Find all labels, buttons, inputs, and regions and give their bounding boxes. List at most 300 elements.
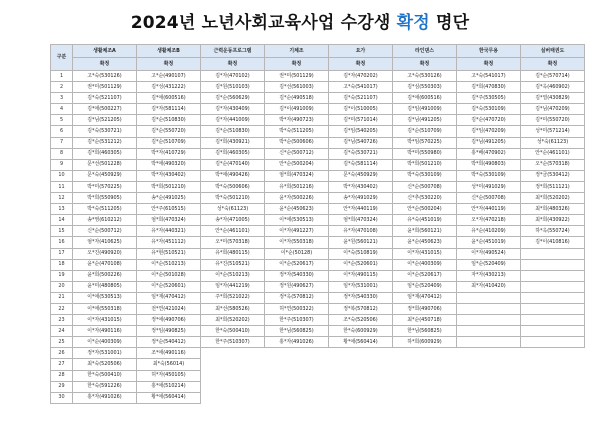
table-row: [51, 359, 585, 370]
student-cell: 윤*순(451019): [457, 237, 521, 248]
student-cell: 이*애(550318): [73, 303, 137, 314]
student-cell: 최*자(410420): [457, 281, 521, 292]
student-cell: 유*숙(451019): [393, 215, 457, 226]
student-cell: 박*애(490426): [201, 170, 265, 181]
student-cell: 김*숙(530109): [457, 104, 521, 115]
student-cell: 김*자(470102): [201, 71, 265, 82]
row-number: 4: [51, 104, 73, 115]
student-cell: 한*숙(600929): [329, 326, 393, 337]
student-cell: 박*희(550905): [73, 193, 137, 204]
student-cell: 고*숙(541017): [329, 82, 393, 93]
student-cell: 김*순(550720): [137, 126, 201, 137]
student-cell: [201, 359, 265, 370]
table-row: [51, 204, 585, 215]
confirmed-subheader: 확정: [265, 58, 329, 71]
student-cell: 김*순(570714): [521, 71, 585, 82]
table-row: [51, 104, 585, 115]
row-number: 23: [51, 315, 73, 326]
student-cell: [457, 292, 521, 303]
student-cell: 김*자(470202): [329, 71, 393, 82]
student-cell: 주*희(521022): [201, 292, 265, 303]
student-cell: 김*심(550303): [393, 82, 457, 93]
student-cell: 신*순(500708): [393, 181, 457, 192]
student-cell: 박*숙(511205): [73, 204, 137, 215]
student-cell: 윤*희(500226): [73, 270, 137, 281]
student-cell: 유*희(480115): [201, 248, 265, 259]
program-header: 라인댄스: [393, 45, 457, 58]
student-cell: [457, 326, 521, 337]
student-cell: 고*숙(541017): [457, 71, 521, 82]
row-number: 18: [51, 259, 73, 270]
student-cell: 정*자(540330): [265, 270, 329, 281]
student-cell: 박*숙(501210): [201, 193, 265, 204]
table-row: [51, 370, 585, 381]
row-number: 20: [51, 281, 73, 292]
student-cell: 송*자(491029): [329, 193, 393, 204]
confirmed-subheader: 확정: [73, 58, 137, 71]
confirmed-subheader: 확정: [201, 58, 265, 71]
student-cell: 김*열(430829): [521, 93, 585, 104]
title-highlight: 확정: [396, 13, 430, 33]
row-number: 13: [51, 204, 73, 215]
program-header: 생활체조A: [73, 45, 137, 58]
student-cell: [457, 381, 521, 392]
student-cell: 정*금(530412): [521, 170, 585, 181]
row-number: 16: [51, 237, 73, 248]
student-cell: 임*순(520409): [393, 281, 457, 292]
row-number: 12: [51, 193, 73, 204]
student-cell: 신*순(500708): [457, 193, 521, 204]
table-row: [51, 115, 585, 126]
student-cell: [393, 370, 457, 381]
student-cell: 정*임(490825): [137, 326, 201, 337]
student-cell: 한*주(510307): [201, 337, 265, 348]
header-row-groups: [51, 45, 585, 58]
student-cell: 성*미(571214): [521, 126, 585, 137]
student-cell: 김*임(470209): [457, 126, 521, 137]
student-cell: [521, 381, 585, 392]
student-cell: 고*순(490107): [137, 71, 201, 82]
student-cell: 김*순(510709): [137, 137, 201, 148]
student-cell: 윤*희(560121): [393, 226, 457, 237]
student-cell: [265, 381, 329, 392]
student-cell: 안*순(500204): [265, 159, 329, 170]
student-cell: 최*희(480326): [521, 204, 585, 215]
student-cell: 한*주(510307): [265, 315, 329, 326]
student-cell: 김*님(540726): [329, 137, 393, 148]
student-cell: 박*자(430402): [329, 181, 393, 192]
student-cell: 한*님(560825): [265, 326, 329, 337]
student-cell: 최*선(580526): [201, 303, 265, 314]
student-cell: [457, 370, 521, 381]
student-cell: 김*숙(530721): [329, 148, 393, 159]
row-number: 14: [51, 215, 73, 226]
student-cell: 김*미(571014): [329, 115, 393, 126]
student-cell: 김*성(431222): [137, 82, 201, 93]
student-cell: 최*희(520202): [521, 193, 585, 204]
student-cell: 오*자(470218): [457, 215, 521, 226]
student-cell: 김*자(581114): [137, 104, 201, 115]
table-row: [51, 82, 585, 93]
student-cell: 이*자(550318): [265, 237, 329, 248]
student-cell: 황*애(560414): [329, 337, 393, 348]
student-cell: [201, 370, 265, 381]
table-row: [51, 381, 585, 392]
student-cell: 윤*원(560121): [329, 237, 393, 248]
table-row: [51, 170, 585, 181]
student-cell: 안*주(610515): [137, 204, 201, 215]
student-cell: [329, 370, 393, 381]
table-row: [51, 148, 585, 159]
student-cell: 박*희(490803): [457, 159, 521, 170]
student-cell: 이*애(530513): [73, 292, 137, 303]
student-cell: 정*옥(570812): [265, 292, 329, 303]
student-cell: 이*순(400309): [393, 259, 457, 270]
student-cell: 엄*희(470324): [329, 215, 393, 226]
table-row: [51, 259, 585, 270]
table-row: [51, 292, 585, 303]
student-cell: 문*숙(450929): [73, 170, 137, 181]
confirmed-subheader: 확정: [457, 58, 521, 71]
student-cell: 박*미(570225): [73, 181, 137, 192]
student-cell: 김*애(500227): [73, 104, 137, 115]
student-cell: 박*희(501210): [393, 159, 457, 170]
student-cell: 윤*순(470108): [73, 259, 137, 270]
row-number: 25: [51, 337, 73, 348]
row-number: 29: [51, 381, 73, 392]
student-cell: 김*주(530505): [457, 93, 521, 104]
student-cell: 박*미(550980): [393, 148, 457, 159]
student-cell: 황*애(560414): [137, 392, 201, 403]
student-cell: 김*이(510005): [329, 104, 393, 115]
student-cell: 김*숙(530721): [73, 126, 137, 137]
student-cell: 이*순(510213): [201, 270, 265, 281]
student-cell: [521, 359, 585, 370]
row-number: 3: [51, 93, 73, 104]
student-cell: 김*희(430921): [201, 137, 265, 148]
student-cell: 이*순(520617): [393, 270, 457, 281]
student-cell: 조*숙(520506): [329, 315, 393, 326]
student-cell: 권*미(501129): [265, 71, 329, 82]
student-cell: 유*순(410209): [457, 226, 521, 237]
student-cell: [393, 392, 457, 403]
student-cell: 김*애(600516): [393, 93, 457, 104]
student-cell: 신*순(500712): [73, 226, 137, 237]
student-cell: 홍*애(510214): [137, 381, 201, 392]
student-cell: [393, 348, 457, 359]
row-number: 9: [51, 159, 73, 170]
student-cell: 최*희(430922): [521, 215, 585, 226]
confirmed-subheader: 확정: [521, 58, 585, 71]
student-cell: 허*연(500322): [265, 303, 329, 314]
student-cell: 박*숙(511205): [265, 126, 329, 137]
number-header: 구분: [51, 45, 73, 71]
student-cell: 유*희(501216): [265, 181, 329, 192]
row-number: 2: [51, 82, 73, 93]
student-cell: [329, 348, 393, 359]
student-cell: 유*자(440321): [137, 226, 201, 237]
student-cell: 윤*자(500226): [265, 193, 329, 204]
student-cell: 정*복(570812): [329, 303, 393, 314]
program-header: 한국무용: [457, 45, 521, 58]
student-cell: 성*숙(61123): [201, 204, 265, 215]
student-cell: 유*현(510521): [137, 248, 201, 259]
student-cell: 최*순(450718): [393, 315, 457, 326]
student-cell: 이*순(520601): [329, 259, 393, 270]
student-cell: 오*순(570318): [521, 159, 585, 170]
student-cell: [457, 337, 521, 348]
student-cell: [521, 337, 585, 348]
student-cell: 김*이(410816): [521, 237, 585, 248]
student-cell: 엄*자(410625): [73, 237, 137, 248]
student-cell: 하*옥(550724): [521, 226, 585, 237]
student-cell: 오*미(570318): [201, 237, 265, 248]
table-row: [51, 270, 585, 281]
table-row: [51, 281, 585, 292]
student-cell: 김*순(531212): [73, 137, 137, 148]
student-cell: [265, 392, 329, 403]
table-row: [51, 303, 585, 314]
student-cell: 정*자(540330): [329, 292, 393, 303]
student-cell: 이*자(491227): [265, 226, 329, 237]
table-row: [51, 181, 585, 192]
student-cell: [329, 392, 393, 403]
student-cell: 김*님(521205): [73, 115, 137, 126]
student-cell: [521, 303, 585, 314]
student-cell: 홍*자(491026): [73, 392, 137, 403]
student-cell: [457, 359, 521, 370]
program-header: 기체조: [265, 45, 329, 58]
student-cell: [457, 315, 521, 326]
student-cell: 이*애(530513): [265, 215, 329, 226]
student-cell: 임*자(531001): [329, 281, 393, 292]
student-cell: [521, 326, 585, 337]
student-cell: [265, 348, 329, 359]
student-cell: 안*자(440119): [457, 204, 521, 215]
student-cell: [201, 392, 265, 403]
student-cell: [265, 370, 329, 381]
student-cell: 안*순(461101): [201, 226, 265, 237]
student-cell: 한*숙(591226): [73, 381, 137, 392]
student-cell: 엄*희(470324): [137, 215, 201, 226]
table-row: [51, 71, 585, 82]
student-cell: 최*숙(520506): [73, 359, 137, 370]
student-cell: 이*순(400309): [73, 337, 137, 348]
student-cell: 박*자(410729): [137, 148, 201, 159]
student-cell: 허*자(450105): [137, 370, 201, 381]
student-cell: 이*순(520601): [137, 281, 201, 292]
student-cell: 이*자(490524): [457, 248, 521, 259]
student-cell: 박*자(490723): [265, 115, 329, 126]
student-cell: [457, 303, 521, 314]
row-number: 30: [51, 392, 73, 403]
table-row: [51, 137, 585, 148]
student-cell: 김*자(441009): [201, 115, 265, 126]
student-cell: 최*희(520202): [201, 315, 265, 326]
student-cell: [521, 315, 585, 326]
student-cell: 신*추(530220): [393, 193, 457, 204]
student-cell: 성*숙(61123): [521, 137, 585, 148]
student-cell: 김*미(550720): [521, 115, 585, 126]
student-cell: 김*숙(521107): [329, 93, 393, 104]
student-cell: 김*원(510103): [201, 82, 265, 93]
student-cell: 박*순(500606): [265, 137, 329, 148]
row-number: 28: [51, 370, 73, 381]
row-number: 21: [51, 292, 73, 303]
student-cell: 송*영(610212): [73, 215, 137, 226]
header-row-confirmed: [51, 58, 585, 71]
table-row: [51, 126, 585, 137]
table-row: [51, 159, 585, 170]
student-cell: 김*선(561003): [265, 82, 329, 93]
confirmed-subheader: 확정: [393, 58, 457, 71]
student-cell: [521, 281, 585, 292]
student-cell: 고*숙(530126): [73, 71, 137, 82]
student-cell: 임*순(520409): [457, 259, 521, 270]
student-cell: 이*순(50128): [265, 248, 329, 259]
student-cell: 김*숙(581114): [329, 159, 393, 170]
student-cell: 한*숙(500410): [201, 326, 265, 337]
student-cell: 박*숙(530109): [457, 170, 521, 181]
student-cell: 한*숙(500410): [73, 370, 137, 381]
table-row: [51, 348, 585, 359]
row-number: 6: [51, 126, 73, 137]
table-row: [51, 337, 585, 348]
student-cell: 송*순(491025): [137, 193, 201, 204]
student-cell: 박*애(490320): [137, 159, 201, 170]
enrollment-table: [50, 44, 585, 404]
row-number: 27: [51, 359, 73, 370]
table-row: [51, 392, 585, 403]
student-cell: [521, 292, 585, 303]
student-cell: [329, 381, 393, 392]
student-cell: [521, 348, 585, 359]
student-cell: 홍*자(491026): [265, 337, 329, 348]
row-number: 5: [51, 115, 73, 126]
student-cell: 안*순(500204): [393, 204, 457, 215]
table-row: [51, 93, 585, 104]
row-number: 15: [51, 226, 73, 237]
student-cell: 김*이(491009): [265, 104, 329, 115]
student-cell: 이*자(431015): [73, 315, 137, 326]
student-cell: 박*희(501210): [137, 181, 201, 192]
table-row: [51, 326, 585, 337]
student-cell: 이*숙(510819): [329, 248, 393, 259]
page-title: 2024년 노년사회교육사업 수강생 확정 명단: [130, 13, 470, 33]
student-cell: 김*님(470209): [521, 104, 585, 115]
student-cell: 임*재(470412): [393, 292, 457, 303]
student-cell: 정*원(490627): [265, 281, 329, 292]
student-cell: 안*순(461101): [521, 148, 585, 159]
student-cell: [521, 270, 585, 281]
student-cell: 박*임(570225): [393, 137, 457, 148]
student-cell: 김*순(510830): [201, 126, 265, 137]
student-cell: [457, 392, 521, 403]
student-cell: 정*자(531001): [73, 348, 137, 359]
student-cell: 윤*순(450623): [265, 204, 329, 215]
student-cell: [201, 348, 265, 359]
student-cell: 송*자(471005): [201, 215, 265, 226]
row-number: 26: [51, 348, 73, 359]
student-cell: 성*미(491029): [457, 181, 521, 192]
table-row: [51, 226, 585, 237]
student-cell: 김*임(540205): [329, 126, 393, 137]
student-cell: 홍*배(470902): [457, 148, 521, 159]
student-cell: 정*순(540412): [137, 337, 201, 348]
student-cell: 조*애(490116): [137, 348, 201, 359]
student-cell: 유*진(510521): [201, 259, 265, 270]
student-cell: 박*숙(500606): [201, 181, 265, 192]
student-cell: 이*자(490115): [329, 270, 393, 281]
table-row: [51, 215, 585, 226]
confirmed-subheader: 확정: [329, 58, 393, 71]
student-cell: 김*님(491205): [393, 115, 457, 126]
student-cell: [201, 381, 265, 392]
student-cell: 안*자(440119): [329, 204, 393, 215]
student-cell: [521, 392, 585, 403]
table-row: [51, 315, 585, 326]
student-cell: 이*순(520617): [265, 259, 329, 270]
student-cell: [329, 359, 393, 370]
student-cell: [265, 359, 329, 370]
program-header: 실버태권도: [521, 45, 585, 58]
student-cell: 김*숙(521107): [73, 93, 137, 104]
row-number: 1: [51, 71, 73, 82]
student-cell: 신*순(500712): [265, 148, 329, 159]
student-cell: [457, 348, 521, 359]
student-cell: 김*희(460305): [201, 148, 265, 159]
student-cell: 김*희(460305): [73, 148, 137, 159]
student-cell: 엄*희(470324): [265, 170, 329, 181]
student-cell: 김*임(491009): [393, 104, 457, 115]
table-row: [51, 193, 585, 204]
student-cell: 이*자(490116): [73, 326, 137, 337]
student-cell: 유*자(451112): [137, 237, 201, 248]
student-cell: 이*자(431015): [393, 248, 457, 259]
student-cell: [521, 259, 585, 270]
student-cell: 김*순(470720): [457, 115, 521, 126]
row-number: 7: [51, 137, 73, 148]
student-cell: 고*숙(530126): [393, 71, 457, 82]
student-cell: 권*미(501129): [73, 82, 137, 93]
student-cell: 김*순(510830): [137, 115, 201, 126]
student-cell: 김*옥(460902): [521, 82, 585, 93]
student-cell: 정*애(490706): [137, 315, 201, 326]
confirmed-subheader: 확정: [137, 58, 201, 71]
student-cell: 김*자(430409): [201, 104, 265, 115]
row-number: 17: [51, 248, 73, 259]
student-cell: 오*진(490920): [73, 248, 137, 259]
student-cell: 정*희(490706): [393, 303, 457, 314]
student-cell: 김*순(490518): [265, 93, 329, 104]
student-cell: 윤*순(450623): [393, 237, 457, 248]
table-row: [51, 248, 585, 259]
student-cell: 윤*미(480805): [73, 281, 137, 292]
student-cell: 한*님(560825): [393, 326, 457, 337]
row-number: 10: [51, 170, 73, 181]
student-cell: [521, 248, 585, 259]
row-number: 8: [51, 148, 73, 159]
student-cell: 문*숙(450929): [329, 170, 393, 181]
table-body: [51, 71, 585, 404]
student-cell: 정*희(511121): [521, 181, 585, 192]
program-header: 근력운동프로그램: [201, 45, 265, 58]
student-cell: 김*희(470830): [457, 82, 521, 93]
student-cell: 김*순(510709): [393, 126, 457, 137]
student-cell: 박*숙(530109): [393, 170, 457, 181]
program-header: 요가: [329, 45, 393, 58]
student-cell: 유*자(470108): [329, 226, 393, 237]
